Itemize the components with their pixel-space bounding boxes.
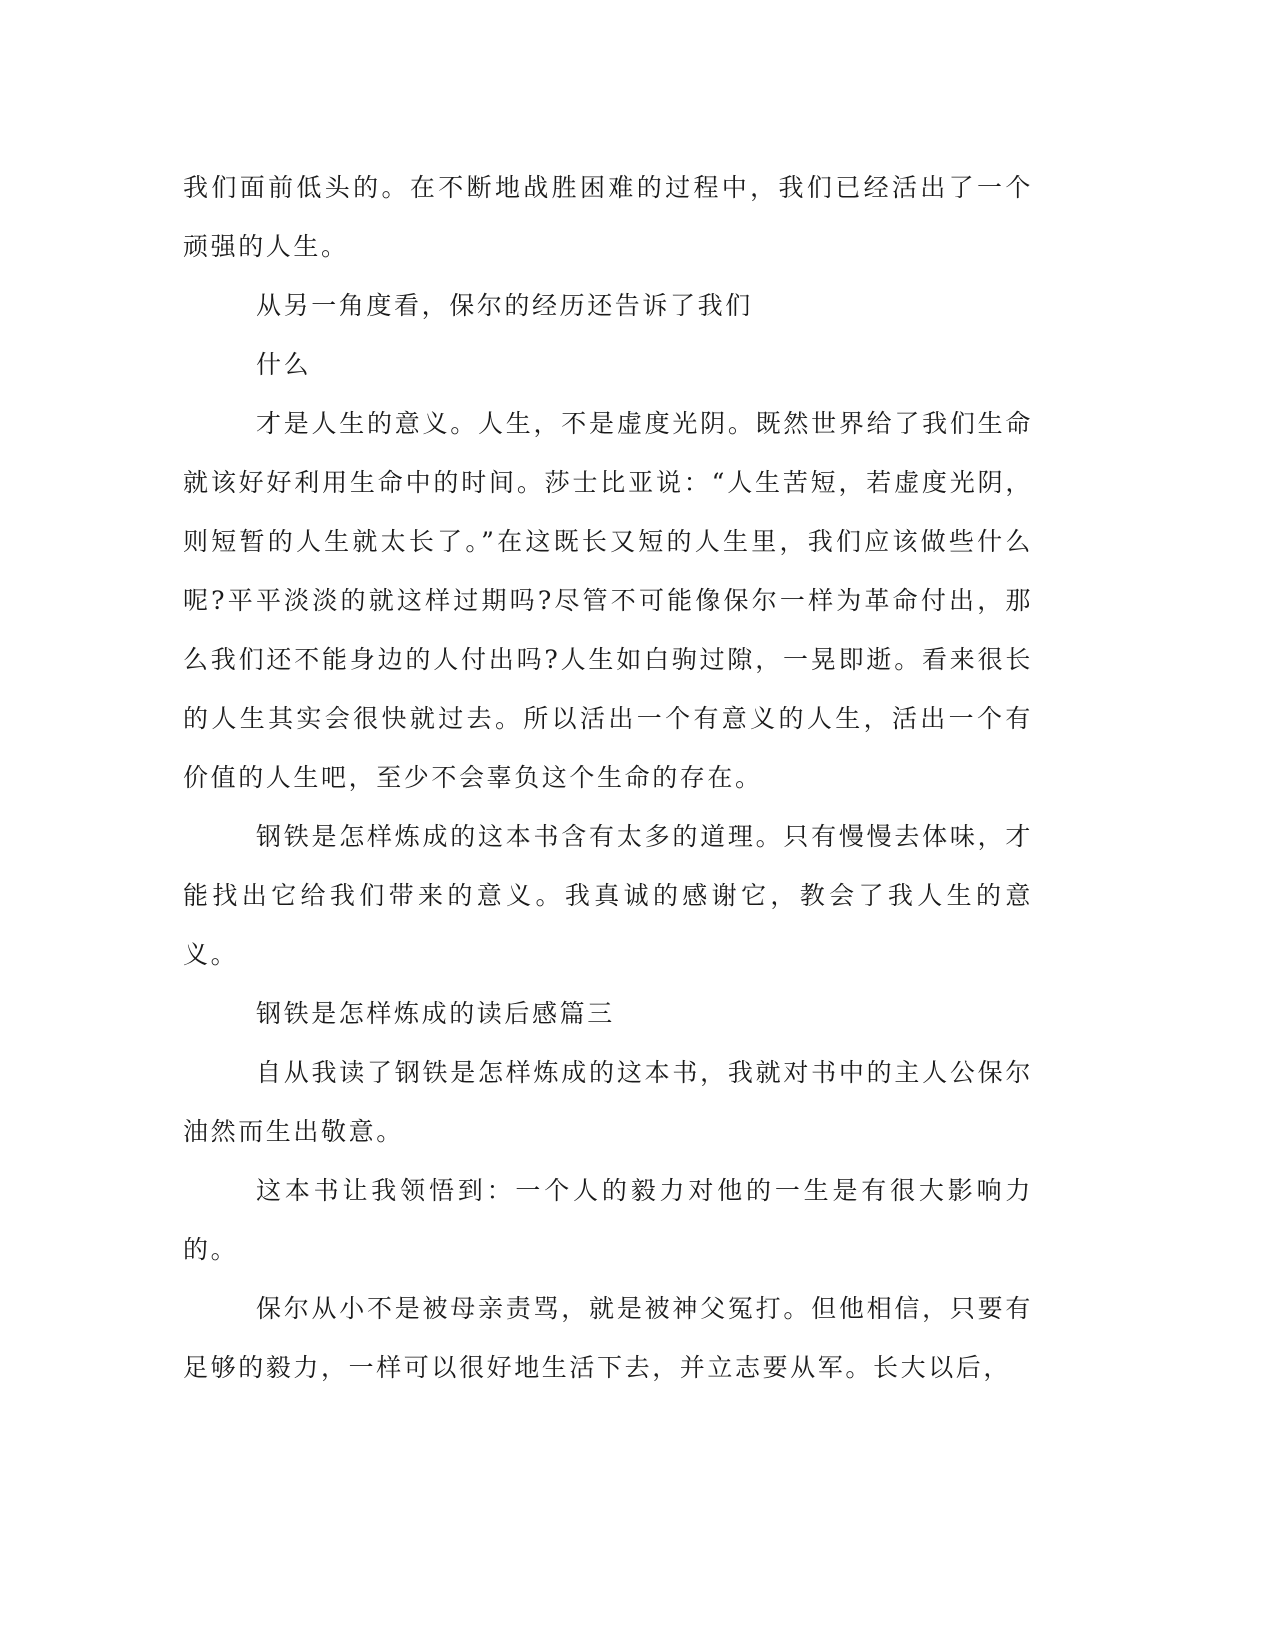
paragraph-8: 这本书让我领悟到：一个人的毅力对他的一生是有很大影响力的。 [183,1176,1033,1264]
paragraph-5: 钢铁是怎样炼成的这本书含有太多的道理。只有慢慢去体味，才能找出它给我们带来的意义。我真诚的感谢它，教会了我人生的意义。 [183,822,1033,969]
paragraph-2: 从另一角度看，保尔的经历还告诉了我们 [256,291,753,320]
paragraph-1: 我们面前低头的。在不断地战胜困难的过程中，我们已经活出了一个顽强的人生。 [183,173,1033,261]
paragraph-4: 才是人生的意义。人生，不是虚度光阴。既然世界给了我们生命就该好好利用生命中的时间。莎士比亚说：“人生苦短，若虚度光阴，则短暂的人生就太长了。”在这既长又短的人生里，我们应该做些什么呢?平平淡淡的就这样过期吗?尽管不可能像保尔一样为革命付出，那么我们还不能身边的人付出吗?人生如白驹过隙，一晃即逝。看来很长的人生其实会很快就过去。所以活出一个有意义的人生，活出一个有价值的人生吧，至少不会辜负这个生命的存在。 [183,409,1033,792]
section-heading: 钢铁是怎样炼成的读后感篇三 [256,999,615,1028]
paragraph-9: 保尔从小不是被母亲责骂，就是被神父冤打。但他相信，只要有足够的毅力，一样可以很好地生活下去，并立志要从军。长大以后， [183,1294,1033,1382]
paragraph-3: 什么 [256,350,312,379]
paragraph-7: 自从我读了钢铁是怎样炼成的这本书，我就对书中的主人公保尔油然而生出敬意。 [183,1058,1033,1146]
body-text [183,158,1033,1397]
